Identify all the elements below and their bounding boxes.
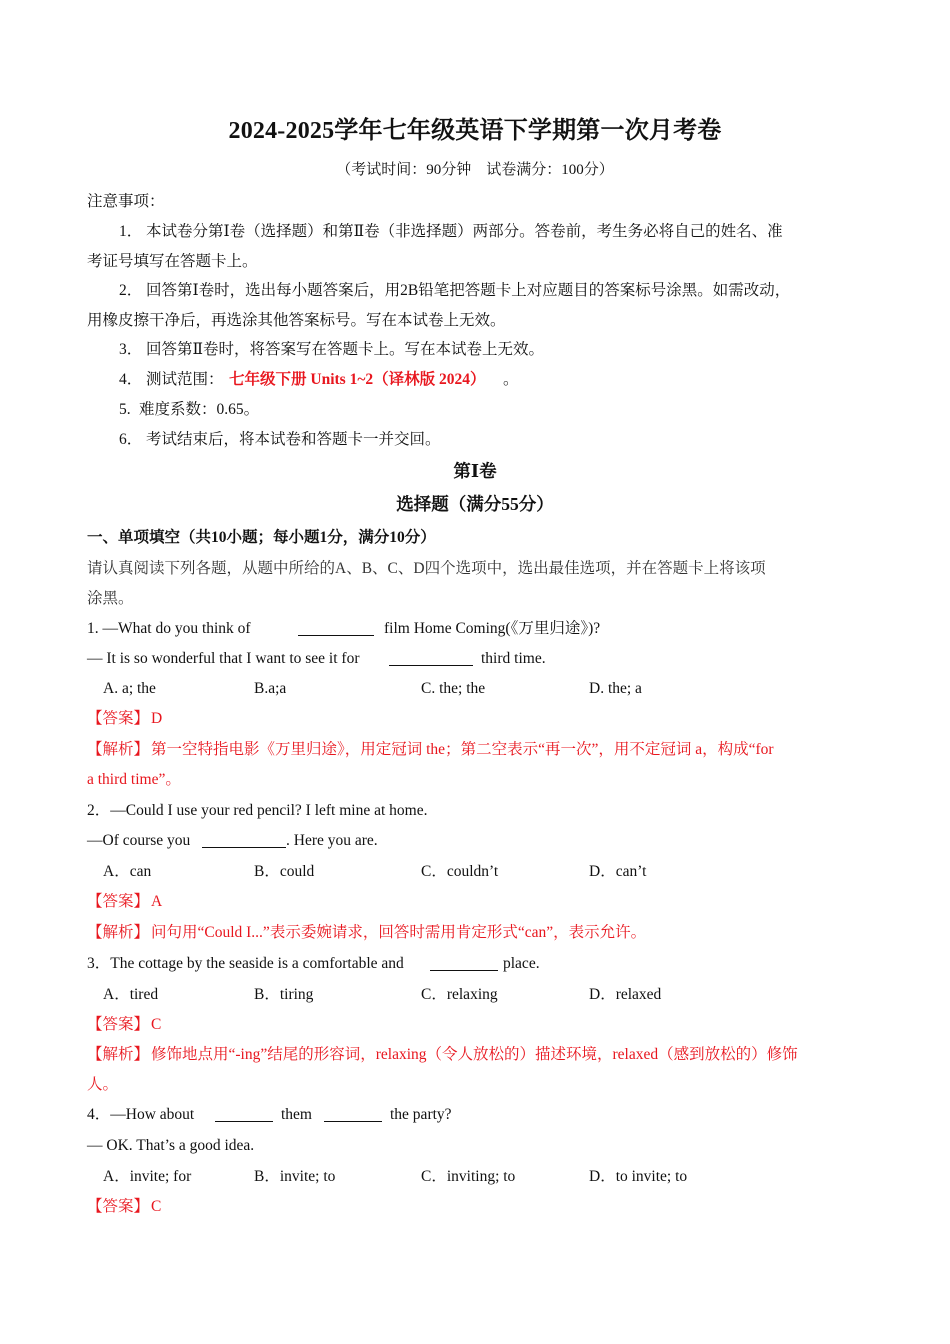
analysis-label: 【解析】 <box>87 741 150 758</box>
option-d: D．relaxed <box>589 986 662 1003</box>
answer-label: 【答案】 <box>87 710 150 727</box>
note-number: 2． <box>119 282 143 299</box>
option-c: C．couldn’t <box>421 863 499 880</box>
note-suffix: 。 <box>503 371 519 388</box>
question-text: 2．—Could I use your red pencil? I left mine at home. <box>87 802 428 819</box>
question-text: 3．The cottage by the seaside is a comfortable and <box>87 955 404 972</box>
note-number: 1． <box>119 223 143 240</box>
answer-blank <box>430 958 498 971</box>
section-heading: 选择题（满分55分） <box>396 494 554 514</box>
option-a: A．can <box>103 863 152 880</box>
answer-value: D <box>151 710 163 727</box>
option-d: D．to invite; to <box>589 1168 688 1185</box>
note-text: 回答第Ⅱ卷时，将答案写在答题卡上。写在本试卷上无效。 <box>146 341 545 358</box>
answer-value: A <box>151 893 163 910</box>
note-number: 6． <box>119 431 143 448</box>
exam-info: （考试时间：90分钟 试卷满分：100分） <box>336 162 614 178</box>
section1-instruction: 请认真阅读下列各题，从题中所给的A、B、C、D四个选项中，选出最佳选项，并在答题卡上将该项 <box>87 560 766 577</box>
question-text-end: the party? <box>390 1106 452 1123</box>
answer-blank <box>215 1109 273 1122</box>
question-text: 1. —What do you think of <box>87 620 251 637</box>
answer-label: 【答案】 <box>87 1016 150 1033</box>
option-a: A．invite; for <box>103 1168 192 1185</box>
analysis-text-cont: 人。 <box>87 1076 119 1093</box>
note-text: 难度系数：0.65。 <box>139 401 260 418</box>
test-scope-highlight: 七年级下册 Units 1~2（译林版 2024） <box>229 371 486 388</box>
question-text-cont: place. <box>503 955 540 972</box>
option-b: B.a;a <box>254 680 287 697</box>
note-text: 考试结束后，将本试卷和答题卡一并交回。 <box>146 431 441 448</box>
analysis-text: 修饰地点用“-ing”结尾的形容词，relaxing（令人放松的）描述环境，relaxed（感到放松的）修饰 <box>151 1046 798 1063</box>
note-number: 5. <box>119 401 131 418</box>
question-text-cont: film Home Coming(《万里归途》)? <box>384 620 601 637</box>
note-text-cont: 用橡皮擦干净后，再选涂其他答案标号。写在本试卷上无效。 <box>87 312 506 329</box>
answer-value: C <box>151 1198 162 1215</box>
answer-blank <box>202 835 286 848</box>
question-text-line2: — It is so wonderful that I want to see it for <box>87 650 360 667</box>
option-d: D. the; a <box>589 680 642 697</box>
note-number: 4． <box>119 371 143 388</box>
question-text: 4．—How about <box>87 1106 195 1123</box>
answer-label: 【答案】 <box>87 893 150 910</box>
analysis-label: 【解析】 <box>87 924 150 941</box>
option-b: B．tiring <box>254 986 314 1003</box>
volume-heading: 第Ⅰ卷 <box>453 461 497 481</box>
note-text-cont: 考证号填写在答题卡上。 <box>87 253 258 270</box>
answer-blank <box>298 623 374 636</box>
analysis-label: 【解析】 <box>87 1046 150 1063</box>
section1-heading: 一、单项填空（共10小题；每小题1分，满分10分） <box>87 529 436 546</box>
question-text-line2: — OK. That’s a good idea. <box>87 1137 255 1154</box>
answer-blank <box>389 653 473 666</box>
notes-heading: 注意事项： <box>87 193 165 210</box>
question-text-line2-cont: third time. <box>481 650 546 667</box>
option-b: B．could <box>254 863 315 880</box>
option-b: B．invite; to <box>254 1168 336 1185</box>
note-text: 本试卷分第Ⅰ卷（选择题）和第Ⅱ卷（非选择题）两部分。答卷前，考生务必将自己的姓名、准 <box>146 223 783 240</box>
question-text-line2: —Of course you <box>87 832 191 849</box>
answer-blank <box>324 1109 382 1122</box>
answer-label: 【答案】 <box>87 1198 150 1215</box>
question-text-line2-cont: . Here you are. <box>286 832 378 849</box>
analysis-text: 第一空特指电影《万里归途》，用定冠词 the；第二空表示“再一次”，用不定冠词 a，构成“for <box>151 741 774 758</box>
note-number: 3． <box>119 341 143 358</box>
option-a: A. a; the <box>103 680 156 697</box>
answer-value: C <box>151 1016 162 1033</box>
question-text-mid: them <box>281 1106 312 1123</box>
option-c: C．relaxing <box>421 986 498 1003</box>
section1-instruction-cont: 涂黑。 <box>87 590 134 607</box>
option-a: A．tired <box>103 986 159 1003</box>
page-title: 2024-2025学年七年级英语下学期第一次月考卷 <box>228 118 722 144</box>
note-label: 测试范围： <box>146 371 224 388</box>
option-c: C．inviting; to <box>421 1168 516 1185</box>
option-d: D．can’t <box>589 863 647 880</box>
analysis-text-cont: a third time”。 <box>87 771 181 788</box>
option-c: C. the; the <box>421 680 486 697</box>
analysis-text: 问句用“Could I...”表示委婉请求，回答时需用肯定形式“can”，表示允许。 <box>151 924 647 941</box>
note-text: 回答第Ⅰ卷时，选出每小题答案后，用2B铅笔把答题卡上对应题目的答案标号涂黑。如需改动， <box>146 282 791 299</box>
